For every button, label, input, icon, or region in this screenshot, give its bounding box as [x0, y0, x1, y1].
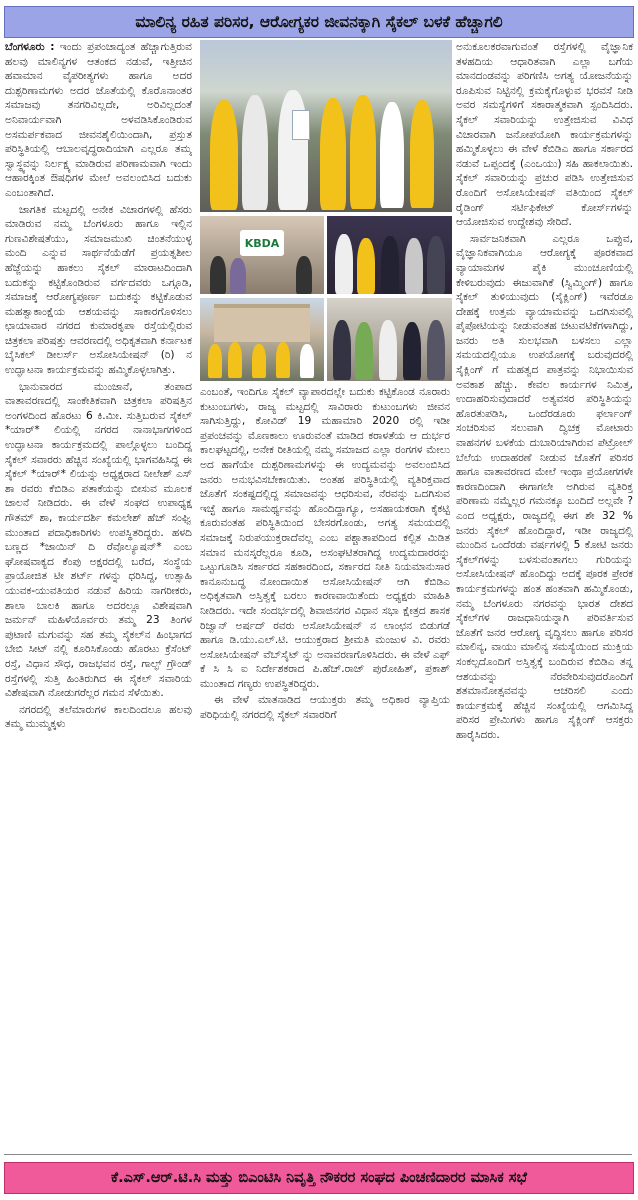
- photo-dignitaries: [327, 298, 452, 381]
- kbda-sign: KBDA: [240, 230, 284, 256]
- footer-divider: [4, 1154, 632, 1155]
- article-paragraph: ಜಾಗತಿಕ ಮಟ್ಟದಲ್ಲಿ ಅನೇಕ ವಿಚಾರಗಳಲ್ಲಿ ಹೆಸರು ಮಾಡಿರುವ ನಮ್ಮ ಬೆಂಗಳೂರು ಹಾಗೂ ಇಲ್ಲಿನ ಗುಣವಿಶೇಷತೆಯು, ಸಮಾಜಮುಖಿ ಚಿಂತನೆಯುಳ್ಳ ಮಂದಿ ಎನ್ನುವ ಸಾರ್ಥನೆಯೆಡೆಗೆ ಪ್ರಯತ್ನಶೀಲ ಹೆಜ್ಜೆಯನ್ನು ಹಾಕಲು ಸೈಕಲ್ ಮಾರಾಟದಿಂದಾಗಿ ಬದುಕನ್ನು ಕಟ್ಟಿಕೊಂಡಿರುವ ವರ್ಗದವರು ಒಗ್ಗೂಡಿ, ಸಮಾಜಕ್ಕೆ ಆರೋಗ್ಯಪೂರ್ಣ ಬದುಕನ್ನು ಕಟ್ಟಿಕೊಡುವ ಮಹತ್ವಾಕಾಂಕ್ಷೆಯ ಆಶಯವನ್ನು ಸಾಕಾರಗೊಳಿಸಲು ಛಾಯಾವಾರ ನಗರದ ಕುಮಾರಕೃಪಾ ರಸ್ತೆಯಲ್ಲಿರುವ ಚಿತ್ರಕಲಾ ಪರಿಷತ್ತು ಆವರಣದಲ್ಲಿ ಅಧಿಕೃತವಾಗಿ ಕರ್ನಾಟಕ ಬೈಸಿಕಲ್ ಡೀಲರ್ಸ್ ಅಸೋಸಿಯೇಷನ್ (ರಿ) ನ ಉದ್ಘಾಟನಾ ಕಾರ್ಯಕ್ರಮವನ್ನು ಹಮ್ಮಿಕೊಳ್ಳಲಾಗಿತ್ತು.: [5, 203, 192, 377]
- footer-headline: ಕೆ.ಎಸ್.ಆರ್.ಟಿ.ಸಿ ಮತ್ತು ಬಿಎಂಟಿಸಿ ನಿವೃತ್ತಿ ನೌಕರರ ಸಂಘದ ಪಿಂಚಣಿದಾರರ ಮಾಸಿಕ ಸಭೆ: [111, 1170, 527, 1186]
- article-paragraph: ನಗರದಲ್ಲಿ ತಲೆಮಾರುಗಳ ಕಾಲದಿಂದಲೂ ಹಲವು ತಮ್ಮ ಮುಮ್ಮಕ್ಕಳು: [5, 703, 192, 731]
- article-paragraph: ಸಾರ್ವಜನಿಕವಾಗಿ ಎಲ್ಲರೂ ಒಪ್ಪುವ, ವೈಜ್ಞಾನಿಕವಾಗಿಯೂ ಆರೋಗ್ಯಕ್ಕೆ ಪೂರಕವಾದ ವ್ಯಾಯಾಮಗಳ ಪೈಕಿ ಮುಂಚೂಣಿಯಲ್ಲಿ ಕೇಳಿಬರುವುದು ಈಜುವಾಗಿಕೆ (ಸ್ವಿಮ್ಮಿಂಗ್) ಹಾಗೂ ಸೈಕಲ್ ತುಳಿಯುವುದು (ಸೈಕ್ಲಿಂಗ್) ಇವೆರಡೂ ದೇಹಕ್ಕೆ ಉತ್ತಮ ವ್ಯಾಯಾಮವನ್ನು ಒದಗಿಸುವಲ್ಲಿ ಪೈಪೋಟಿಯನ್ನು ನೀಡುವಂತಹ ಚಟುವಟಿಕೆಗಳಾಗಿದ್ದು, ಜನರು ಅತಿ ಸುಲಭವಾಗಿ ಬಳಸಲು ಎಲ್ಲಾ ಸಮಯದಲ್ಲಿಯೂ ಉಪಯೋಗಕ್ಕೆ ಬರುವುದರಲ್ಲಿ ಸೈಕ್ಲಿಂಗ್ ಗೆ ಮಹತ್ವದ ಪಾತ್ರವನ್ನು ನಿಭಾಯಿಸುವ ಅವಕಾಶ ಹೆಚ್ಚು. ಕೇವಲ ಕಾರ್ಯಗಳ ನಿಮಿತ್ತ, ಉದಾಹರಿಸುವುದಾದರೆ ಅತ್ಯವಸರ ಪರಿಸ್ಥಿತಿಯನ್ನು ಹೊರತುಪಡಿಸಿ, ಒಂದೆರಡೂರು ಫರ್ಲಾಂಗ್ ಸಂಚರಿಸುವ ಸಲುವಾಗಿ ದ್ವಿಚಕ್ರ ಮೋಟಾರು ವಾಹನಗಳ ಬಳಕೆಯ ದುಬಾರಿಯಾಗಿರುವ ಪೆಟ್ರೋಲ್ ಬೆಲೆಯ ಉದಾಹರಣೆ ನೀಡುವ ಜೊತೆಗೆ ಪರಿಸರ ಹಾಗೂ ವಾತಾವರಣದ ಮೇಲೆ ಇಂಥಾ ಪ್ರಯೋಗಗಳೇ ಕಾರಣದಿಂದಾಗಿ ಈಗಾಗಲೇ ಅಗಿರುವ ವ್ಯತಿರಿಕ್ತ ಪರಿಣಾಮ ನಮ್ಮೆಲ್ಲರ ಗಮನಕ್ಕೂ ಬಂದಿದೆ ಅಲ್ಲವೇ ? ಎಂದ ಅಧ್ಯಕ್ಷರು, ರಾಜ್ಯದಲ್ಲಿ ಈಗ ಶೇ 32 % ಜನರು ಸೈಕಲ್ ಹೊಂದಿದ್ದಾರೆ, ಇಡೀ ರಾಜ್ಯದಲ್ಲಿ ಮುಂದಿನ ಒಂದೆರಡು ವರ್ಷಗಳಲ್ಲಿ 5 ಕೋಟಿ ಜನರು ಸೈಕಲ್‌ಗಳನ್ನು ಬಳಸುವಂತಾಗಲು ಗುರಿಯನ್ನು ಅಸೋಸಿಯೇಷನ್ ಹೊಂದಿದ್ದು ಅದಕ್ಕೆ ಪೂರಕ ಪ್ರೇರಕ ಕಾರ್ಯಕ್ರಮಗಳನ್ನು ಹಂತ ಹಂತವಾಗಿ ಹಮ್ಮಿಕೊಂಡು, ನಮ್ಮ ಬೆಂಗಳೂರು ನಗರವನ್ನು ಭಾರತ ದೇಶದ ಸೈಕಲ್‌ಗಳ ರಾಜಧಾನಿಯನ್ನಾಗಿ ಪರಿವರ್ತಿಸುವ ಜೊತೆಗೆ ಜನರ ಆರೋಗ್ಯ ವೃದ್ಧಿಸಲು ಹಾಗೂ ಪರಿಸರ ಮಾಲಿನ್ಯ, ವಾಯು ಮಾಲಿನ್ಯ ಸಮಸ್ಯೆಯಿಂದ ಮುಕ್ತಿಯ ಸಂಕಲ್ಪದೊಂದಿಗೆ ಅಸ್ತಿತ್ವಕ್ಕೆ ಬಂದಿರುವ ಕೆಬಿಡಿಎ ತನ್ನ ಆಶಯವನ್ನು ನೆರವೇರಿಸುವುದರೊಂದಿಗೆ ಶತಮಾನೋತ್ಸವವನ್ನು ಆಚರಿಸಲಿ ಎಂದು ಕಾರ್ಯಕ್ರಮಕ್ಕೆ ಹೆಚ್ಚಿನ ಸಂಖ್ಯೆಯಲ್ಲಿ ಆಗಮಿಸಿದ್ದ ಪರಿಸರ ಪ್ರೇಮಿಗಳು ಹಾಗೂ ಸೈಕ್ಲಿಂಗ್ ಆಸಕ್ತರು ಹಾರೈಸಿದರು.: [456, 232, 633, 741]
- article-column-2: [200, 385, 450, 1123]
- photo-riders-vidhana-soudha: [200, 298, 324, 381]
- dateline: ಬೆಂಗಳೂರು :: [5, 41, 55, 53]
- article-column-1: [5, 40, 192, 1123]
- photo-kbda-stage: [200, 216, 324, 294]
- headline-banner: [4, 6, 634, 38]
- photo-cycle-rally-flagoff: [200, 40, 452, 212]
- footer-headline-banner: [4, 1162, 634, 1194]
- article-paragraph: ಎಂಬಂತೆ, ಇಂದಿಗೂ ಸೈಕಲ್ ವ್ಯಾಪಾರದಲ್ಲೇ ಬದುಕು ಕಟ್ಟಿಕೊಂಡ ನೂರಾರು ಕುಟುಂಬಗಳು, ರಾಜ್ಯ ಮಟ್ಟದಲ್ಲಿ ಸಾವಿರಾರು ಕುಟುಂಬಗಳು ಜೀವನ ಸಾಗಿಸುತ್ತಿದ್ದು, ಕೋವಿಡ್ 19 ಮಹಾಮಾರಿ 2020 ರಲ್ಲಿ ಇಡೀ ಪ್ರಪಂಚವನ್ನು ಮೊಣಕಾಲು ಊರುವಂತೆ ಮಾಡಿದ ಕರಾಳತೆಯ ಆ ದುರ್ಭರ ಕಾಲಘಟ್ಟದಲ್ಲಿ, ಅನೇಕ ರೀತಿಯಲ್ಲಿ ನಮ್ಮ ಸಮಾಜದ ಎಲ್ಲಾ ರಂಗಗಳ ಮೇಲು ಅದ ಹಾಗೆಯೇ ದುಶ್ಪರಿಣಾಮಗಳನ್ನು ಈ ಉದ್ಯಮವನ್ನು ಅವಲಂಬಿಸಿದ ಜನರು ಅನುಭವಿಸಬೇಕಾಯಿತು. ಅಂತಹ ಪರಿಸ್ಥಿತಿಯಲ್ಲಿ ವ್ಯತಿರಿಕ್ತವಾದ ಜೊತೆಗೆ ಸಂಕಷ್ಟದಲ್ಲಿದ್ದ ಸಮಾಜವನ್ನು ಆಧರಿಸುವ, ನೆರವನ್ನು ಒದಗಿಸುವ ಇಚ್ಛೆ ಹಾಗೂ ಸಾಮರ್ಥ್ಯವನ್ನು ಹೊಂದಿದ್ದಾಗ್ಯೂ, ಅಸಹಾಯಕರಾಗಿ ಕೈಕಟ್ಟಿ ಕೂರುವಂತಹ ಪರಿಸ್ಥಿತಿಯಿಂದ ಬೇಸರಗೊಂಡು, ಅಗತ್ಯ ಸಮಯದಲ್ಲಿ ಸಮಾಜಕ್ಕೆ ನಿರುಪಯುಕ್ತರಾದೆವಲ್ಲ ಎಂಬ ಪಶ್ಚಾತಾಪದಿಂದ ಕಲ್ಪಿತ ಮಿಡಿತ ಸಮಾನ ಮನಸ್ಕರೆಲ್ಲರೂ ಕೂಡಿ, ಅಸಂಘಟಿತರಾಗಿದ್ದ ಉದ್ಯಮದಾರರನ್ನು ಒಟ್ಟುಗೂಡಿಸಿ ಸರ್ಕಾರದ ಸಹಕಾರದಿಂದ, ಸರ್ಕಾರದ ನೀತಿ ನಿಯಮಾನುಸಾರ ಕಾನೂನುಬದ್ಧ ನೋಂದಾಯಿತ ಅಸೋಸಿಯೇಷನ್ ಆಗಿ ಕೆಬಿಡಿಎ ಅಧಿಕೃತವಾಗಿ ಅಸ್ತಿತ್ವಕ್ಕೆ ಬರಲು ಕಾರಣವಾಯಿತೆಂದು ಅಧ್ಯಕ್ಷರು ಮಾಹಿತಿ ನೀಡಿದರು. ಇದೇ ಸಂದರ್ಭದಲ್ಲಿ ಶಿವಾಜಿನಗರ ವಿಧಾನ ಸಭಾ ಕ್ಷೇತ್ರದ ಶಾಸಕ ರಿಜ್ವಾನ್ ಅರ್ಷದ್ ರವರು ಅಸೋಸಿಯೇಷನ್ ನ ಲಾಂಛನ ಬಿಡುಗಡೆ ಹಾಗೂ ಡಿ.ಯು.ಎಲ್.ಟಿ. ಆಯುಕ್ತರಾದ ಶ್ರೀಮತಿ ಮಂಜುಳ ವಿ. ರವರು ಅಸೋಸಿಯೇಷನ್ ವೆಬ್‌ಸೈಟ್ ನ್ನು ಅನಾವರಣಗೊಳಿಸಿದರು. ಈ ವೇಳೆ ಎಫ್ ಕೆ ಸಿ ಸಿ ಐ ನಿರ್ದೇಶಕರಾದ ಪಿ.ಹೆಚ್.ರಾಜ್ ಪುರೋಹಿತ್, ಪ್ರಕಾಶ್ ಮುಂತಾದ ಗಣ್ಯರು ಉಪಸ್ಥಿತರಿದ್ದರು.: [200, 386, 450, 690]
- article-paragraph: ಭಾನುವಾರದ ಮುಂಜಾನೆ, ತಂಪಾದ ವಾತಾವರಣದಲ್ಲಿ ಸಾಂಕೇತಿಕವಾಗಿ ಚಿತ್ರಕಲಾ ಪರಿಷತ್ತಿನ ಅಂಗಳದಿಂದ ಹೊರಟು 6 ಕಿ.ಮೀ. ಸುತ್ತಿಬರುವ ಸೈಕಲ್ *ಯಾರ್* ಲಿಯಲ್ಲಿ ನಗರದ ನಾನಾಭಾಗಗಳಿಂದ ಉದ್ಘಾಟನಾ ಕಾರ್ಯಕ್ರಮದಲ್ಲಿ ಪಾಲ್ಗೊಳ್ಳಲು ಬಂದಿದ್ದ ಸೈಕಲ್ ಸವಾರರು ಹೆಚ್ಚಿನ ಸಂಖ್ಯೆಯಲ್ಲಿ ಭಾಗವಹಿಸಿದ್ದ ಈ ಸೈಕಲ್ *ಯಾರ್* ಲಿಯನ್ನು ಅಧ್ಯಕ್ಷರಾದ ನೀಲೇಶ್ ಎಸ್ ಶಾ ರವರು ಕೆಬಿಡಿಎ ಪತಾಕೆಯನ್ನು ಬೀಸುವ ಮೂಲಕ ಚಾಲನೆ ನೀಡಿದರು. ಈ ವೇಳೆ ಸಂಘದ ಉಪಾಧ್ಯಕ್ಷ ಗೌತಮ್ ಶಾ, ಕಾರ್ಯದರ್ಶಿ ಕಮಲೇಶ್ ಹೆಚ್ ಸಂಘ್ವಿ ಮುಂತಾದ ಪದಾಧಿಕಾರಿಗಳು ಉಪಸ್ಥಿತರಿದ್ದರು. ಹಳದಿ ಬಣ್ಣದ *ಜಾಯಿನ್ ದಿ ರೆವೊಲ್ಯೂಷನ್* ಎಂಬ ಘೋಷವಾಕ್ಯದ ಕೆಂಪು ಅಕ್ಷರದಲ್ಲಿ ಬರೆದ, ಸಂಸ್ಥೆಯ ಪ್ರಾಯೋಜಿತ ಟೀ ಶರ್ಟ್ ಗಳನ್ನು ಧರಿಸಿದ್ದ, ಉತ್ಸಾಹಿ ಯುವಕ-ಯುವತಿಯರ ನಡುವೆ ಹಿರಿಯ ನಾಗರೀಕರು, ಶಾಲಾ ಬಾಲಕಿ ಹಾಗೂ ಅದರಲ್ಲೂ ವಿಶೇಷವಾಗಿ ಜರ್ಮನ್ ಮಹಿಳೆಯೊರ್ವರು ತಮ್ಮ 23 ತಿಂಗಳ ಪುಟಾಣಿ ಮಗುವನ್ನು ಸಹ ತಮ್ಮ ಸೈಕಲ್‌ನ ಹಿಂಭಾಗದ ಬೇಬಿ ಸೀಟ್ ನಲ್ಲಿ ಕೂರಿಸಿಕೊಂಡು ಹೊರಟು ಕ್ರೆಸೆಂಟ್ ರಸ್ತೆ, ವಿಧಾನ ಸೌಧ, ರಾಜಭವನ ರಸ್ತೆ, ಗಾಲ್ಫ್ ಗ್ರೌಂಡ್ ರಸ್ತೆಗಳಲ್ಲಿ ಸುತ್ತಿ ಹಿಂತಿರುಗಿದ ಈ ಸೈಕಲ್ ಸವಾರಿಯ ವಿಶೇಷವಾಗಿ ನೋಡುಗರೆಲ್ಲರ ಗಮನ ಸೆಳೆಯಿತು.: [5, 380, 192, 700]
- article-column-3: [456, 40, 633, 1123]
- article-paragraph: ಬೆಂಗಳೂರು : ಇಂದು ಪ್ರಪಂಚಾದ್ಯಂತ ಹೆಚ್ಚಾಗುತ್ತಿರುವ ಹಲವು ಮಾಲಿನ್ಯಗಳ ಆತಂಕದ ನಡುವೆ, ಇತ್ತೀಚಿನ ಹವಾಮಾನ ವೈಪರೀತ್ಯಗಳು ಹಾಗೂ ಅದರ ದುಶ್ಪರಿಣಾಮಗಳು ಅದರ ಜೊತೆಯಲ್ಲಿ ಕೊರೊನಾಂತರ ಸಮಾಜವು ತನಗರಿವಿಲ್ಲದೇ, ಅರಿವಿಲ್ಲದಂತೆ ಅನಿವಾರ್ಯವಾಗಿ ಅಳವಡಿಸಿಕೊಂಡಿರುವ ಅಸಮರ್ಪಕವಾದ ಜೀವನಶೈಲಿಯಿಂದಾಗಿ, ಪ್ರಸ್ತುತ ಪರಿಸ್ಥಿತಿಯಲ್ಲಿ ಆಬಾಲವೃದ್ಧರಾದಿಯಾಗಿ ಎಲ್ಲರೂ ತಮ್ಮ ಸ್ವಾಸ್ಥ್ಯವನ್ನು ನಿರ್ಲಕ್ಷ್ಯ ಮಾಡಿರುವ ಪರಿಣಾಮವಾಗಿ ಇಂದು ಆಹಾರಕ್ಕಿಂತ ಔಷಧಿಗಳ ಮೇಲೆ ಅವಲಂಬಿಸಿದ ಬದುಕು ಎಂಬಂತಾಗಿದೆ.: [5, 41, 192, 199]
- photo-lamp-lighting: [327, 216, 452, 294]
- article-paragraph: ಅನುಕೂಲಕರವಾಗುವಂತೆ ರಸ್ತೆಗಳಲ್ಲಿ ವೈಜ್ಞಾನಿಕ ತಳಹದಿಯ ಆಧಾರಿತವಾಗಿ ಎಲ್ಲಾ ಬಗೆಯ ಮಾನದಂಡವನ್ನು ಪರಿಗಣಿಸಿ ಅಗತ್ಯ ಯೋಜನೆಯನ್ನು ರೂಪಿಸುವ ನಿಟ್ಟಿನಲ್ಲಿ ಕ್ರಮಕೈಗೊಳ್ಳುವ ಭರವಸೆ ನೀಡಿ ಅವರ ಸಮಸ್ಯೆಗಳಿಗೆ ಸಕಾರಾತ್ಮಕವಾಗಿ ಸ್ಪಂದಿಸಿದರು. ಸೈಕಲ್ ಸವಾರಿಯನ್ನು ಉತ್ತೇಜಿಸುವ ವಿವಿಧ ವಿಚಾರವಾಗಿ ಜನೋಪಯೋಗಿ ಕಾರ್ಯಕ್ರಮಗಳನ್ನು ಹಮ್ಮಿಕೊಳ್ಳಲು ಈ ವೇಳೆ ಕೆಬಿಡಿಎ ಹಾಗೂ ಸರ್ಕಾರದ ನಡುವೆ ಒಪ್ಪಂದಕ್ಕೆ (ಎಂಒಯು) ಸಹಿ ಹಾಕಲಾಯಿತು. ಸೈಕಲ್ ಸವಾರಿಯನ್ನು ಪ್ರಚುರ ಪಡಿಸಿ ಉತ್ತೇಜಿಸುವ ರೊಂದಿಗೆ ಅಸೋಸಿಯೇಷನ್ ವತಿಯಿಂದ ಸೈಕಲ್ ರೈಡಿಂಗ್ ಸರ್ಟಿಫಿಕೇಟ್ ಕೋರ್ಸ್‌ಗಳನ್ನು ಆಯೋಜಿಸುವ ಉದ್ದೇಶವು ಸೇರಿದೆ.: [456, 41, 633, 229]
- headline: ಮಾಲಿನ್ಯ ರಹಿತ ಪರಿಸರ, ಆರೋಗ್ಯಕರ ಜೀವನಕ್ಕಾಗಿ ಸೈಕಲ್ ಬಳಕೆ ಹೆಚ್ಚಾಗಲಿ: [135, 12, 503, 31]
- article-paragraph: ಈ ವೇಳೆ ಮಾತನಾಡಿದ ಆಯುಕ್ತರು ತಮ್ಮ ಅಧಿಕಾರ ವ್ಯಾಪ್ತಿಯ ಪರಿಧಿಯಲ್ಲಿ ನಗರದಲ್ಲಿ ಸೈಕಲ್ ಸವಾರರಿಗೆ: [200, 694, 450, 722]
